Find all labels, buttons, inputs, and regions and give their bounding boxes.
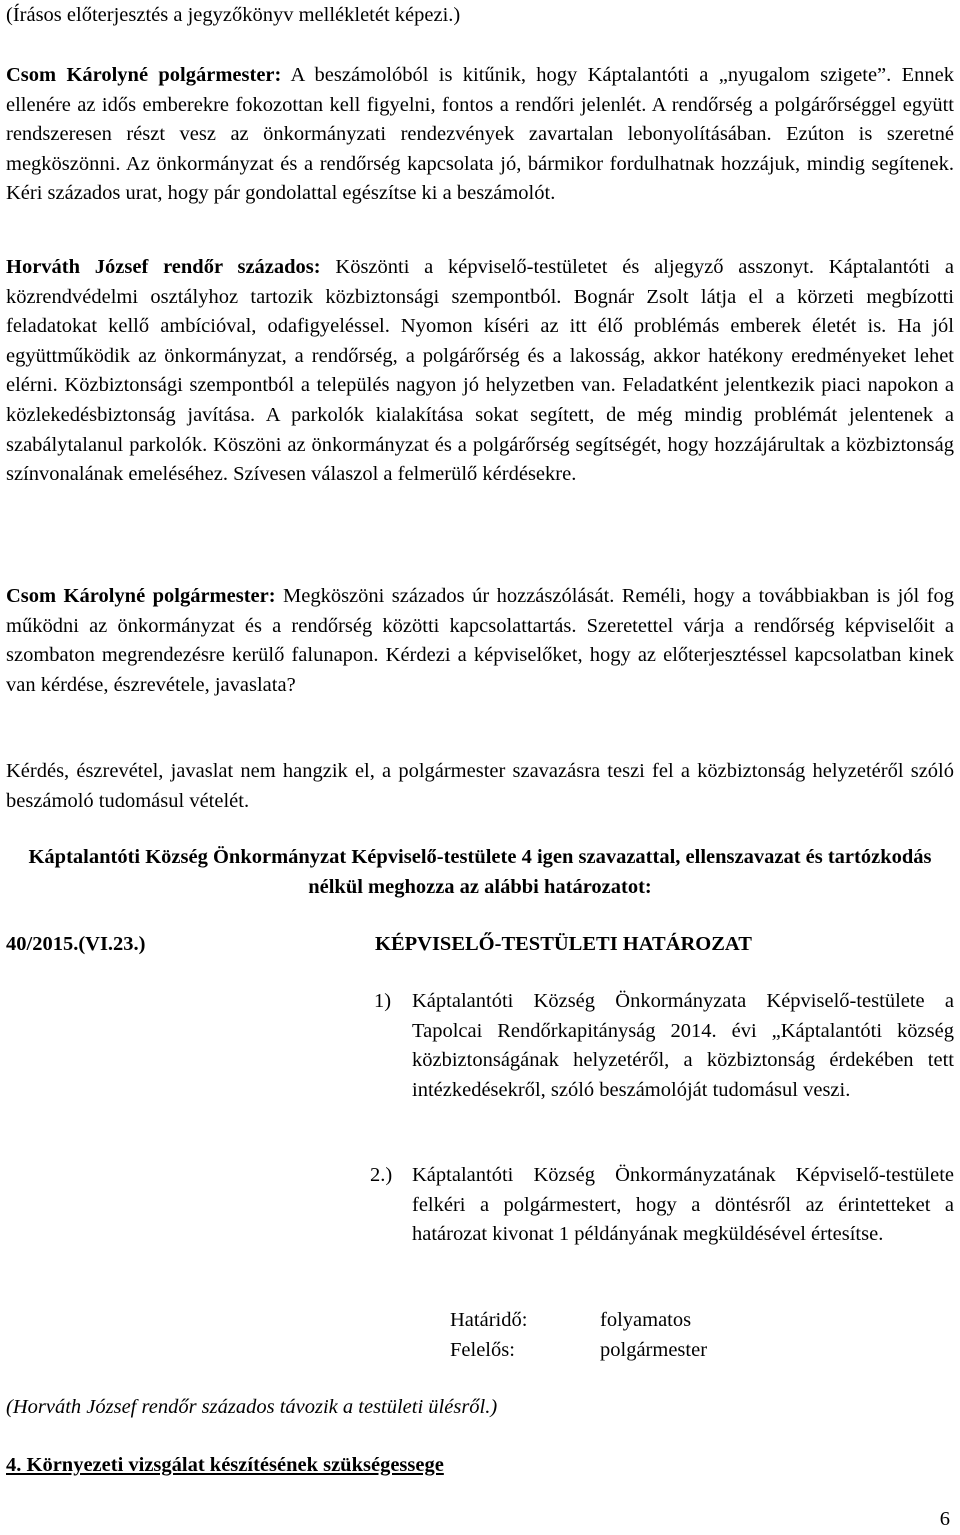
mayor-statement-2 — [6, 582, 954, 700]
speaker-name: Csom Károlyné polgármester: — [6, 585, 276, 607]
mayor-statement-1 — [6, 61, 954, 209]
statement-text: A beszámolóból is kitűnik, hogy Káptalantóti a „nyugalom szigete”. Ennek ellenére az idős emberekre fokozottan kell figyelni, fontos a rendőri jelenlét. A rendőrség a polgárőrséggel együtt rendszeresen részt vesz az önkormányzati rendezvények zavartalan lebonyolításában. Ezúton is szeretné megköszönni. Az önkormányzat és a rendőrség kapcsolata jó, bármikor fordulhatnak hozzájuk, mindig segítenek. Kéri százados urat, hogy pár gondolattal egészítse ki a beszámolót. — [6, 64, 954, 205]
item-text: Káptalantóti Község Önkormányzatának Képviselő-testülete felkéri a polgármestert, hogy a döntésről az érintetteket a határozat kivonat 1 példányának megküldésével értesítse. — [412, 1164, 954, 1246]
item-number: 2.) — [370, 1164, 393, 1186]
resolution-item — [374, 987, 954, 1105]
attachment-note: (Írásos előterjesztés a jegyzőkönyv mellékletét képezi.) — [6, 4, 461, 26]
resolution-title: KÉPVISELŐ-TESTÜLETI HATÁROZAT — [375, 933, 752, 955]
responsible-value: polgármester — [600, 1338, 708, 1361]
speaker-name: Horváth József rendőr százados: — [6, 256, 321, 278]
vote-intro: Kérdés, észrevétel, javaslat nem hangzik el, a polgármester szavazásra teszi fel a közbiztonság helyzetéről szóló beszámoló tudomásul vételét. — [6, 760, 954, 812]
deadline-block — [450, 1306, 707, 1365]
captain-statement — [6, 253, 954, 490]
exit-note: (Horváth József rendőr százados távozik a testületi ülésről.) — [6, 1396, 498, 1418]
resolution-intro: Káptalantóti Község Önkormányzat Képviselő-testülete 4 igen szavazattal, ellenszavazat és tartózkodás nélkül meghozza az alábbi határozatot: — [28, 846, 932, 898]
section-heading: 4. Környezeti vizsgálat készítésének szükségessege — [6, 1454, 444, 1476]
statement-text: Köszönti a képviselő-testületet és aljegyző asszonyt. Káptalantóti a közrendvédelmi osztályhoz tartozik közbiztonsági szempontból. Bognár Zsolt látja el a körzeti megbízotti feladatokat kellő ambícióval, odafigyeléssel. Nyomon kíséri az itt élő problémás emberek életét is. Ha jól együttműködik az önkormányzat, a rendőrség, a polgárőrség és a lakosság, akkor hatékony eredményeket lehet elérni. Közbiztonsági szempontból a település nagyon jó helyzetben van. Feladatként jelentkezik piaci napokon a közlekedésbiztonság javítása. A parkolók kialakítása sokat segített, de még mindig problémát jelentenek a szabálytalanul parkolók. Köszöni az önkormányzat és a polgárőrség segítségét, hogy hozzájárultak a közbiztonság színvonalának emeléséhez. Szívesen válaszol a felmerülő kérdésekre. — [6, 256, 955, 486]
statement-text: Megköszöni százados úr hozzászólását. Reméli, hogy a továbbiakban is jól fog működni az önkormányzat és a rendőrség közötti kapcsolattartás. Szeretettel várja a rendőrség képviselőit a szombaton megrendezésre kerülő falunapon. Kérdezi a képviselőket, hogy az előterjesztéssel kapcsolatban kinek van kérdése, észrevétele, javaslata? — [6, 585, 954, 696]
responsible-label: Felelős: — [450, 1338, 515, 1361]
deadline-value: folyamatos — [600, 1309, 692, 1331]
resolution-number: 40/2015.(VI.23.) — [6, 933, 146, 955]
resolution-item — [370, 1161, 954, 1250]
deadline-label: Határidő: — [450, 1309, 528, 1331]
item-text: Káptalantóti Község Önkormányzata Képviselő-testülete a Tapolcai Rendőrkapitányság 2014. évi „Káptalantóti község közbiztonságának helyzetéről, a közbiztonság érdekében tett intézkedésekről, szóló beszámolóját tudomásul veszi. — [412, 990, 954, 1101]
page-number: 6 — [939, 1508, 950, 1530]
item-number: 1) — [374, 990, 392, 1012]
speaker-name: Csom Károlyné polgármester: — [6, 64, 282, 86]
